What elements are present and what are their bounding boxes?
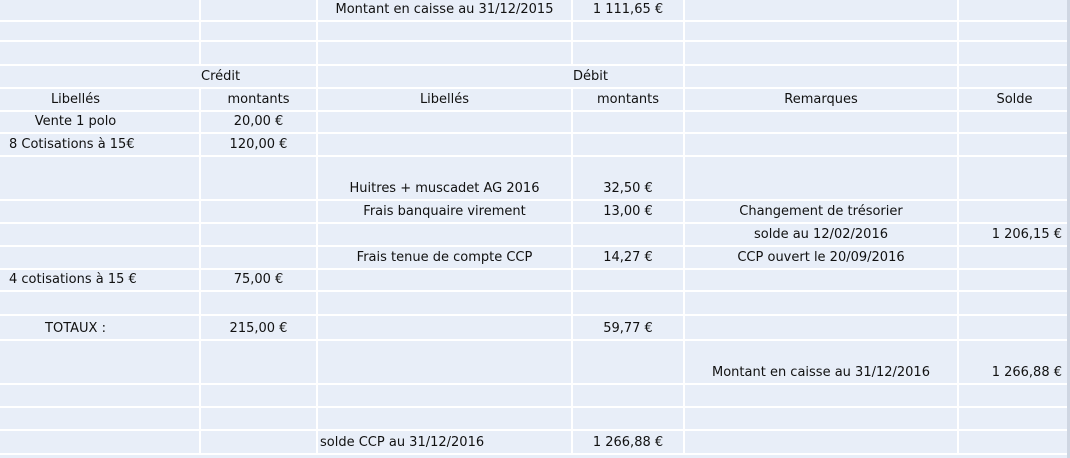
cell[interactable] — [0, 22, 201, 40]
table-row — [0, 0, 1070, 22]
table-row — [0, 408, 1070, 431]
cell[interactable] — [685, 42, 959, 64]
cell[interactable] — [959, 385, 1070, 406]
cell-totals-label[interactable]: TOTAUX : — [0, 316, 201, 339]
cell[interactable] — [0, 66, 201, 87]
cell-debit-amount[interactable]: 14,27 € — [573, 247, 685, 268]
cell[interactable] — [201, 157, 318, 199]
cell-credit-total[interactable]: 215,00 € — [201, 316, 318, 339]
cell-debit-label[interactable]: Huitres + muscadet AG 2016 — [318, 157, 573, 199]
cell[interactable] — [573, 292, 685, 314]
cell[interactable] — [0, 224, 201, 245]
table-row — [0, 431, 1070, 455]
cell[interactable] — [201, 201, 318, 222]
cell[interactable] — [0, 42, 201, 64]
table-row — [0, 247, 1070, 270]
cell-remark[interactable]: Changement de trésorier — [685, 201, 959, 222]
cell[interactable] — [0, 201, 201, 222]
cell-debit-total[interactable]: 59,77 € — [573, 316, 685, 339]
table-row — [0, 270, 1070, 292]
cell-credit-amount[interactable]: 120,00 € — [201, 134, 318, 155]
cell[interactable] — [685, 408, 959, 429]
cell[interactable] — [0, 385, 201, 406]
cell[interactable] — [0, 431, 201, 453]
cell-remark[interactable]: solde au 12/02/2016 — [685, 224, 959, 245]
cell[interactable] — [318, 112, 573, 132]
cell[interactable] — [685, 112, 959, 132]
table-row — [0, 341, 1070, 385]
table-row — [0, 134, 1070, 157]
table-row — [0, 112, 1070, 134]
cell-credit-label[interactable]: Vente 1 polo — [0, 112, 201, 132]
cell[interactable] — [685, 385, 959, 406]
cell-ccp-amount[interactable]: 1 266,88 € — [573, 431, 685, 453]
cell[interactable] — [573, 385, 685, 406]
table-row — [0, 157, 1070, 201]
cell[interactable] — [318, 22, 573, 40]
cell[interactable] — [573, 224, 685, 245]
cell[interactable] — [573, 112, 685, 132]
cell[interactable] — [959, 316, 1070, 339]
cell[interactable] — [201, 408, 318, 429]
cell[interactable] — [201, 292, 318, 314]
cell[interactable] — [573, 42, 685, 64]
cell[interactable] — [318, 316, 573, 339]
cell[interactable] — [573, 134, 685, 155]
debit-header[interactable]: Débit — [573, 66, 685, 87]
table-row — [0, 89, 1070, 112]
cell[interactable] — [0, 157, 201, 199]
cell-debit-amount[interactable]: 32,50 € — [573, 157, 685, 199]
cell[interactable] — [573, 22, 685, 40]
cell[interactable] — [685, 157, 959, 199]
cell[interactable] — [959, 201, 1070, 222]
cell[interactable] — [318, 270, 573, 290]
header-montants-credit[interactable]: montants — [201, 89, 318, 110]
cell[interactable] — [685, 316, 959, 339]
cell[interactable] — [959, 42, 1070, 64]
cell[interactable] — [201, 431, 318, 453]
cell[interactable] — [959, 22, 1070, 40]
cell-debit-amount[interactable]: 13,00 € — [573, 201, 685, 222]
cell[interactable] — [0, 247, 201, 268]
cell-credit-amount[interactable]: 20,00 € — [201, 112, 318, 132]
cell-closing-label[interactable]: Montant en caisse au 31/12/2016 — [685, 341, 959, 383]
header-remarques[interactable]: Remarques — [685, 89, 959, 110]
cell[interactable] — [201, 0, 318, 20]
cell[interactable] — [318, 224, 573, 245]
cell-closing-solde[interactable]: 1 266,88 € — [991, 365, 1062, 380]
cell[interactable] — [201, 385, 318, 406]
cell-opening-amount[interactable]: 1 111,65 € — [573, 0, 685, 20]
cell-solde[interactable]: 1 206,15 € — [991, 227, 1062, 242]
cell-credit-amount[interactable]: 75,00 € — [201, 270, 318, 290]
cell-debit-label[interactable]: Frais tenue de compte CCP — [318, 247, 573, 268]
cell[interactable] — [0, 408, 201, 429]
cell[interactable] — [318, 408, 573, 429]
cell[interactable] — [0, 292, 201, 314]
cell[interactable] — [201, 224, 318, 245]
cell[interactable] — [959, 157, 1070, 199]
cell[interactable] — [318, 42, 573, 64]
table-row — [0, 42, 1070, 66]
header-libelles-credit[interactable]: Libellés — [0, 89, 201, 110]
cell[interactable] — [318, 385, 573, 406]
cell[interactable] — [685, 0, 959, 20]
cell[interactable] — [685, 270, 959, 290]
cell[interactable] — [318, 341, 573, 383]
cell-remark[interactable]: CCP ouvert le 20/09/2016 — [685, 247, 959, 268]
table-row — [0, 292, 1070, 316]
cell[interactable] — [318, 66, 573, 87]
cell[interactable] — [318, 134, 573, 155]
cell[interactable] — [201, 22, 318, 40]
cell[interactable] — [573, 341, 685, 383]
cell[interactable] — [685, 22, 959, 40]
cell[interactable] — [201, 341, 318, 383]
table-row — [0, 224, 1070, 247]
table-row — [0, 385, 1070, 408]
header-solde[interactable]: Solde — [996, 92, 1033, 107]
header-libelles-debit[interactable]: Libellés — [318, 89, 573, 110]
cell[interactable] — [959, 0, 1070, 20]
cell[interactable] — [0, 0, 201, 20]
table-row — [0, 66, 1070, 89]
cell-debit-label[interactable]: Frais banquaire virement — [318, 201, 573, 222]
cell[interactable] — [959, 431, 1070, 453]
cell-credit-label[interactable]: 4 cotisations à 15 € — [0, 270, 201, 290]
table-row — [0, 316, 1070, 341]
cell[interactable] — [685, 66, 959, 87]
cell[interactable] — [959, 134, 1070, 155]
table-row — [0, 201, 1070, 224]
cell[interactable] — [573, 408, 685, 429]
cell[interactable] — [573, 270, 685, 290]
cell[interactable] — [959, 112, 1070, 132]
cell[interactable] — [959, 66, 1070, 87]
cell[interactable] — [685, 292, 959, 314]
cell[interactable] — [959, 408, 1070, 429]
cell[interactable] — [0, 341, 201, 383]
cell-opening-label[interactable]: Montant en caisse au 31/12/2015 — [318, 0, 573, 20]
cell-ccp-label[interactable]: solde CCP au 31/12/2016 — [318, 431, 573, 453]
header-montants-debit[interactable]: montants — [573, 89, 685, 110]
cell[interactable] — [201, 247, 318, 268]
cell[interactable] — [201, 42, 318, 64]
cell[interactable] — [685, 134, 959, 155]
credit-header[interactable]: Crédit — [201, 66, 318, 87]
cell[interactable] — [959, 292, 1070, 314]
cell[interactable] — [318, 292, 573, 314]
cell[interactable] — [685, 431, 959, 453]
table-row — [0, 22, 1070, 42]
cell[interactable] — [959, 270, 1070, 290]
cell[interactable] — [959, 247, 1070, 268]
cell-credit-label[interactable]: 8 Cotisations à 15€ — [0, 134, 201, 155]
